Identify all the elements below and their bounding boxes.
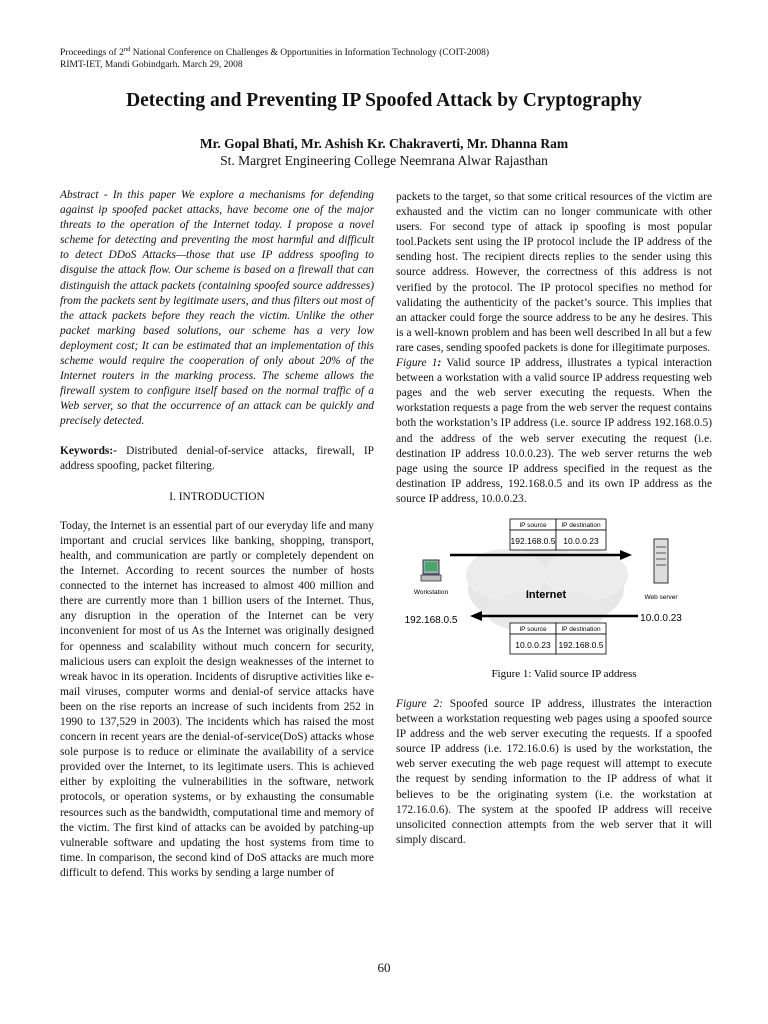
affiliation: St. Margret Engineering College Neemrana Alwar Rajasthan xyxy=(220,153,548,168)
figure1-description: Figure 1: Valid source IP address, illustrates a typical interaction between a workstation with a valid source IP address requesting web pages and the web server executing the requests. When the workstation requests a page from the web server the request contains both the workstation’s IP address (i.e. source IP address 192.168.0.5) and the address of the web server executing the request (i.e. destination IP address 10.0.0.23). The web server returns the web page using the source IP address specified in the request as the destination IP address, 192.168.0.5 and its own IP address as the source IP address, 10.0.0.23. xyxy=(396,357,712,505)
figure2-description: Figure 2: Spoofed source IP address, illustrates the interaction between a workstation requesting web pages using a spoofed source IP address and the web server executing the requests. If a spoofed source IP address (i.e. 172.16.0.6) is used by the workstation, the web server executing the web page request will attempt to execute the request by sending information to the IP address of what it believes to be the originating system (i.e. the workstation at 172.16.0.6). The system at the spoofed IP address will receive unsolicited connection attempts from the web server that it will simply discard. xyxy=(396,697,713,846)
top-dest-ip: 10.0.0.23 xyxy=(563,535,599,546)
header-line-1: Proceedings of 2nd National Conference on Challenges & Opportunities in Information Technology (COIT-2008) xyxy=(60,46,490,59)
conference-header xyxy=(60,44,489,71)
figure-1-caption: Figure 1: Valid source IP address xyxy=(491,667,637,680)
bottom-packet-header xyxy=(510,623,606,654)
paper-title: Detecting and Preventing IP Spoofed Attack by Cryptography xyxy=(126,90,642,111)
internet-label: Internet xyxy=(525,588,567,601)
section-heading-introduction: I. INTRODUCTION xyxy=(169,490,265,503)
webserver-label: Web server xyxy=(644,593,678,601)
abstract: Abstract - In this paper We explore a mechanisms for defending against ip spoofed packet attacks, have become one of the major threats to the operation of the Internet today. I propose a novel scheme for detecting and preventing the most harmful and difficult to detect DDoS Attacks—those that use IP address spoofing to disguise the attack flow. Our scheme is based on a firewall that can distinguish the attack packets (containing spoofed source addresses) from the packets sent by legitimate users, and thus filters out most of the attack packets before they reach the victim. Unlike the other packet marking based solutions, our scheme has a very low deployment cost; It can be estimated that an implementation of this scheme would require the cooperation of only about 20% of the Internet routers in the marking process. The scheme allows the firewall system to configure itself based on the normal traffic of a Web server, so that the occurrence of an attack can be quickly and precisely detected. xyxy=(60,189,374,428)
web-server-icon xyxy=(654,539,668,583)
keywords-text: Distributed denial-of-service attacks, firewall, IP address spoofing, packet filtering. xyxy=(60,444,374,472)
page-number: 60 xyxy=(377,960,391,975)
figure-1 xyxy=(396,517,712,687)
figure1-ref: Figure 1: xyxy=(396,357,442,370)
keywords xyxy=(60,444,374,474)
ip-spoofing-paragraph: packets to the target, so that some critical resources of the victim are exhausted and the victim can no longer communicate with other users. For second type of attack ip spoofing is most popular tool.Packets sent using the IP protocol include the IP address of the sending host. The recipient directs replies to the sender using this source address. However, the correctness of this address is not verified by the protocol. The IP protocol specifies no method for validating the authenticity of the packet’s source. This implies that an attacker could forge the source address to be any he desires. This is a well-known problem and has been well described In all but a few rare cases, sending spoofed packets is done for illegitimate purposes. xyxy=(396,191,712,354)
bottom-header-source: IP source xyxy=(519,625,547,633)
top-header-dest: IP destination xyxy=(561,521,601,529)
workstation-ip: 192.168.0.5 xyxy=(404,614,458,626)
keywords-label: Keywords:- xyxy=(60,444,117,457)
figure2-ref: Figure 2: xyxy=(396,697,443,710)
bottom-dest-ip: 192.168.0.5 xyxy=(558,639,604,650)
authors: Mr. Gopal Bhati, Mr. Ashish Kr. Chakraverti, Mr. Dhanna Ram xyxy=(199,136,569,151)
top-source-ip: 192.168.0.5 xyxy=(510,535,556,546)
header-line-2: RIMT-IET, Mandi Gobindgarh. March 29, 2008 xyxy=(60,59,243,70)
workstation-label: Workstation xyxy=(413,588,449,596)
bottom-header-dest: IP destination xyxy=(561,625,601,633)
right-column xyxy=(396,190,712,848)
bottom-source-ip: 10.0.0.23 xyxy=(515,639,551,650)
left-column xyxy=(60,188,374,881)
figure-1-diagram xyxy=(396,517,712,687)
workstation-icon xyxy=(421,560,441,581)
top-header-source: IP source xyxy=(519,521,547,529)
intro-paragraph: Today, the Internet is an essential part of our everyday life and many important and crucial services like banking, shopping, transport, health, and communication are partly or completely dependent on the Internet. According to recent sources the number of hosts connected to the internet has increased to almost 400 million and there are currently more than 1 billion users of the Internet. Thus, any disruption in the operation of the Internet can be very inconvenient for most of us As the Internet was originally designed for openness and scalability without much concern for security, malicious users can exploit the design weaknesses of the internet to wreak havoc in its operation. Incidents of disruptive activities like e-mail viruses, computer worms and denial-of service attacks have been on the rise reports an increase of such incidents from 252 in 1990 to 137,529 in 2003). The incidents which has raised the most concern in recent years are the denial-of-service(DoS) attacks whose sole purpose is to reduce or eliminate the availability of a service provided over the Internet, to its legitimate users. This is achieved either by exploiting the vulnerabilities in the software, network protocols, or operation systems, or by exhausting the consumable resources such as the bandwidth, computational time and memory of the victim. The first kind of attacks can be avoided by patching-up vulnerable software and updating the host systems from time to time. In comparison, the second kind of DoS attacks are much more difficult to defend. This works by sending a large number of xyxy=(60,519,374,879)
top-packet-header xyxy=(510,519,606,550)
webserver-ip: 10.0.0.23 xyxy=(640,612,682,624)
